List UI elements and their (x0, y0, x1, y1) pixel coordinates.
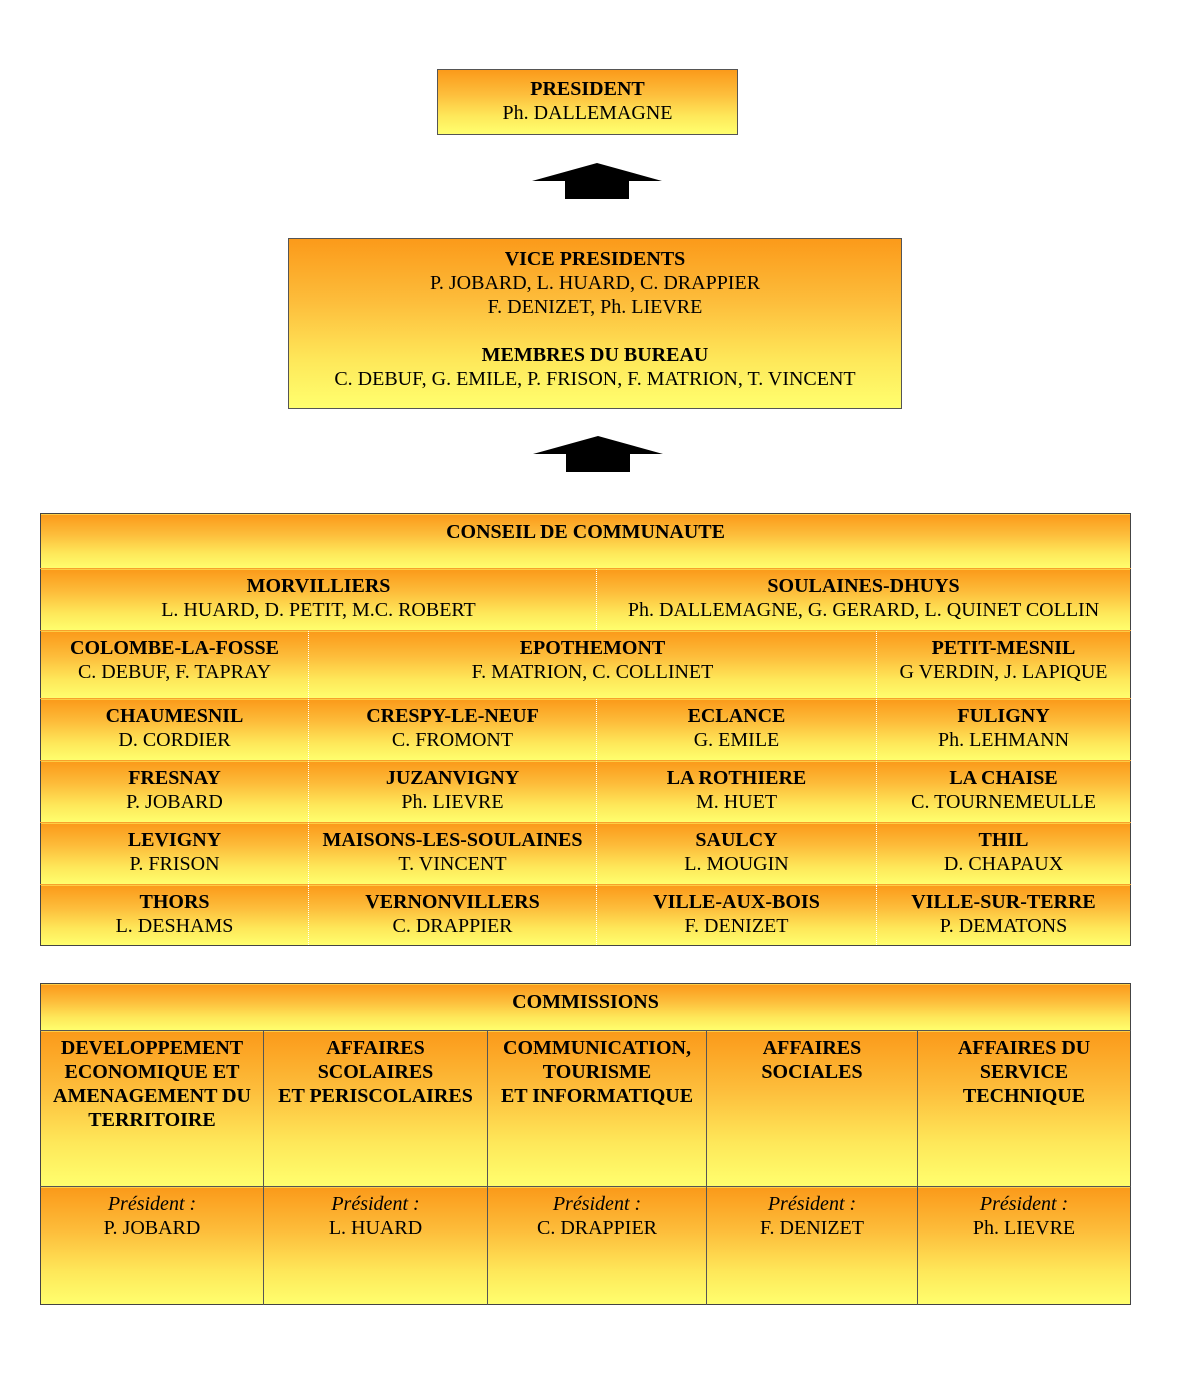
conseil-cell (877, 761, 1131, 823)
commission-name-line: ECONOMIQUE ET (64, 1061, 240, 1083)
town-name: EPOTHEMONT (519, 637, 666, 659)
president-label: Président : (767, 1193, 857, 1215)
commission-president-cell (264, 1187, 488, 1305)
town-name: JUZANVIGNY (385, 767, 520, 789)
councillor-names: Ph. DALLEMAGNE, G. GERARD, L. QUINET COLLIN (627, 599, 1100, 621)
town-name: SOULAINES-DHUYS (767, 575, 960, 597)
commission-cell (488, 1031, 707, 1187)
town-name: VERNONVILLERS (365, 891, 540, 913)
vice-presidents-title: VICE PRESIDENTS (504, 248, 686, 270)
town-name: COLOMBE-LA-FOSSE (70, 637, 279, 659)
commission-cell (707, 1031, 918, 1187)
commission-name-line: TECHNIQUE (962, 1085, 1086, 1107)
commission-name-line: AFFAIRES DU (957, 1037, 1091, 1059)
councillor-names: D. CORDIER (118, 729, 231, 751)
president-name: Ph. DALLEMAGNE (502, 102, 673, 124)
conseil-cell (41, 761, 309, 823)
councillor-names: M. HUET (695, 791, 778, 813)
commission-president-cell (41, 1187, 264, 1305)
commissions-header (41, 984, 1131, 1031)
commission-cell (918, 1031, 1131, 1187)
councillor-names: P. FRISON (129, 853, 220, 875)
commission-president-name: C. DRAPPIER (536, 1217, 658, 1239)
councillor-names: C. TOURNEMEULLE (911, 791, 1096, 813)
conseil-cell (41, 885, 309, 946)
commission-name-line: ET INFORMATIQUE (500, 1085, 694, 1107)
town-name: CHAUMESNIL (105, 705, 244, 727)
commission-president-name: P. JOBARD (103, 1217, 201, 1239)
conseil-cell (41, 823, 309, 885)
commissions-title: COMMISSIONS (512, 991, 659, 1013)
councillor-names: G. EMILE (693, 729, 780, 751)
town-name: CRESPY-LE-NEUF (366, 705, 539, 727)
town-name: FULIGNY (957, 705, 1050, 727)
commission-name-line: COMMUNICATION, (503, 1037, 691, 1059)
conseil-cell (309, 885, 597, 946)
spacer (289, 319, 901, 343)
town-name: THIL (978, 829, 1029, 851)
conseil-cell (309, 699, 597, 761)
commission-president-cell (707, 1187, 918, 1305)
councillor-names: Ph. LEHMANN (937, 729, 1070, 751)
president-label: Président : (552, 1193, 642, 1215)
councillor-names: F. MATRION, C. COLLINET (471, 661, 714, 683)
conseil-cell (309, 823, 597, 885)
town-name: ECLANCE (687, 705, 786, 727)
councillor-names: G VERDIN, J. LAPIQUE (899, 661, 1108, 683)
councillor-names: L. DESHAMS (115, 915, 234, 937)
councillor-names: C. DRAPPIER (392, 915, 513, 937)
town-name: SAULCY (695, 829, 778, 851)
commission-president-cell (488, 1187, 707, 1305)
commission-president-name: L. HUARD (328, 1217, 423, 1239)
vice-presidents-box (288, 238, 902, 409)
conseil-cell (597, 569, 1131, 631)
conseil-cell (41, 569, 597, 631)
conseil-title: CONSEIL DE COMMUNAUTE (446, 521, 725, 543)
councillor-names: D. CHAPAUX (943, 853, 1064, 875)
conseil-cell (309, 631, 877, 699)
commission-name-line: AFFAIRES (326, 1037, 425, 1059)
commission-name-line: SCOLAIRES (317, 1061, 434, 1083)
councillor-names: P. DEMATONS (939, 915, 1068, 937)
commission-name-line: AMENAGEMENT DU (53, 1085, 251, 1107)
conseil-cell (597, 761, 877, 823)
town-name: VILLE-AUX-BOIS (653, 891, 820, 913)
conseil-cell (597, 885, 877, 946)
councillor-names: T. VINCENT (398, 853, 507, 875)
up-arrow-icon (532, 163, 662, 199)
bureau-names: C. DEBUF, G. EMILE, P. FRISON, F. MATRION, T. VINCENT (334, 368, 856, 390)
conseil-cell (309, 761, 597, 823)
councillor-names: L. MOUGIN (684, 853, 789, 875)
commission-name-line: SOCIALES (761, 1061, 863, 1083)
commission-cell (41, 1031, 264, 1187)
conseil-cell (41, 699, 309, 761)
vice-presidents-line-1: P. JOBARD, L. HUARD, C. DRAPPIER (429, 272, 761, 294)
town-name: LA ROTHIERE (666, 767, 807, 789)
conseil-cell (597, 823, 877, 885)
commission-name-line: AFFAIRES (762, 1037, 862, 1059)
town-name: FRESNAY (128, 767, 221, 789)
town-name: LEVIGNY (127, 829, 222, 851)
councillor-names: L. HUARD, D. PETIT, M.C. ROBERT (161, 599, 476, 621)
president-title: PRESIDENT (530, 78, 645, 100)
commission-name-line: DEVELOPPEMENT (60, 1037, 244, 1059)
conseil-header (41, 514, 1131, 569)
conseil-cell (877, 699, 1131, 761)
conseil-cell (877, 823, 1131, 885)
town-name: LA CHAISE (949, 767, 1058, 789)
vice-presidents-line-2: F. DENIZET, Ph. LIEVRE (487, 296, 703, 318)
bureau-title: MEMBRES DU BUREAU (481, 344, 709, 366)
councillor-names: Ph. LIEVRE (401, 791, 504, 813)
conseil-cell (597, 699, 877, 761)
town-name: MAISONS-LES-SOULAINES (322, 829, 583, 851)
president-label: Président : (979, 1193, 1069, 1215)
conseil-cell (877, 631, 1131, 699)
town-name: VILLE-SUR-TERRE (911, 891, 1096, 913)
up-arrow-icon (533, 436, 663, 472)
town-name: PETIT-MESNIL (931, 637, 1076, 659)
commission-cell (264, 1031, 488, 1187)
commissions-table (40, 983, 1131, 1305)
commission-name-line: TOURISME (542, 1061, 652, 1083)
commission-president-cell (918, 1187, 1131, 1305)
councillor-names: C. FROMONT (391, 729, 514, 751)
commission-president-name: Ph. LIEVRE (972, 1217, 1076, 1239)
town-name: MORVILLIERS (246, 575, 391, 597)
commission-president-name: F. DENIZET (760, 1217, 864, 1239)
conseil-table (40, 513, 1131, 946)
president-label: Président : (331, 1193, 420, 1215)
councillor-names: C. DEBUF, F. TAPRAY (77, 661, 272, 683)
councillor-names: F. DENIZET (684, 915, 789, 937)
commission-name-line: SERVICE (979, 1061, 1069, 1083)
president-box (437, 69, 738, 135)
conseil-cell (877, 885, 1131, 946)
commission-name-line: TERRITOIRE (88, 1109, 216, 1131)
town-name: THORS (139, 891, 210, 913)
conseil-cell (41, 631, 309, 699)
president-label: Président : (107, 1193, 197, 1215)
councillor-names: P. JOBARD (126, 791, 223, 813)
commission-name-line: ET PERISCOLAIRES (278, 1085, 473, 1107)
